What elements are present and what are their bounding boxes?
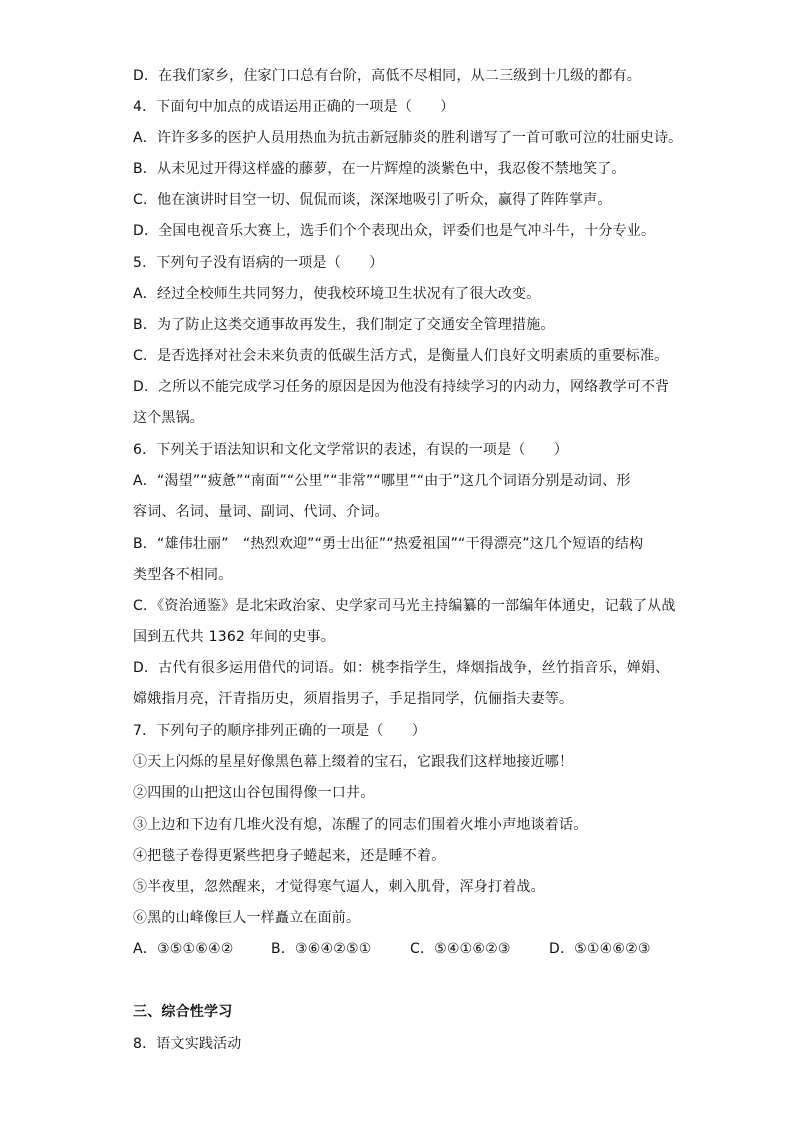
- q6-option-b-line2: 类型各不相同。: [133, 567, 233, 583]
- q7-options: [133, 939, 673, 959]
- q5-option-c: C．是否选择对社会未来负责的低碳生活方式，是衡量人们良好文明素质的重要标准。: [133, 348, 669, 364]
- q6-option-c-line1: C．《资治通鉴》是北宋政治家、史学家司马光主持编纂的一部编年体通史，记载了从战: [133, 598, 676, 614]
- q4-option-c: C．他在演讲时目空一切、侃侃而谈，深深地吸引了听众，赢得了阵阵掌声。: [133, 192, 612, 208]
- q7-option-b: B．③⑥④②⑤①: [271, 941, 372, 957]
- q7-sentence-2: ②四围的山把这山谷包围得像一口井。: [133, 785, 375, 801]
- q7-sentence-5: ⑤半夜里，忽然醒来，才觉得寒气逼人，刺入肌骨，浑身打着战。: [133, 879, 545, 895]
- q4-option-d: D．全国电视音乐大赛上，选手们个个表现出众，评委们也是气冲斗牛，十分专业。: [133, 223, 656, 239]
- question-5-stem: 5．下列句子没有语病的一项是（ ）: [133, 255, 384, 271]
- q4-option-b: B．从未见过开得这样盛的藤萝，在一片辉煌的淡紫色中，我忍俊不禁地笑了。: [133, 161, 626, 177]
- q4-option-a: A．许许多多的医护人员用热血为抗击新冠肺炎的胜利谱写了一首可歌可泣的壮丽史诗。: [133, 130, 683, 146]
- q7-sentence-4: ④把毯子卷得更紧些把身子蜷起来，还是睡不着。: [133, 848, 446, 864]
- question-8-stem: 8．语文实践活动: [133, 1036, 242, 1052]
- question-7-stem: 7．下列句子的顺序排列正确的一项是（ ）: [133, 723, 427, 739]
- q6-option-a-line2: 容词、名词、量词、副词、代词、介词。: [133, 504, 389, 520]
- q6-option-c-line2: 国到五代共 1362 年间的史事。: [133, 629, 335, 645]
- q7-sentence-1: ①天上闪烁的星星好像黑色幕上缀着的宝石，它跟我们这样地接近哪！: [133, 754, 574, 770]
- q6-option-b-line1: B．“雄伟壮丽” “热烈欢迎”“勇士出征”“热爱祖国”“干得漂亮”这几个短语的结构: [133, 536, 644, 552]
- q5-option-d-line2: 这个黑锅。: [133, 410, 204, 426]
- q5-option-d-line1: D．之所以不能完成学习任务的原因是因为他没有持续学习的内动力，网络教学可不背: [133, 379, 670, 395]
- q7-option-d: D．⑤①④⑥②③: [549, 941, 651, 957]
- q5-option-b: B．为了防止这类交通事故再发生，我们制定了交通安全管理措施。: [133, 317, 555, 333]
- q7-option-a: A．③⑤①⑥④②: [133, 941, 234, 957]
- question-6-stem: 6．下列关于语法知识和文化文学常识的表述，有误的一项是（ ）: [133, 442, 569, 458]
- q7-option-c: C．⑤④①⑥②③: [410, 941, 511, 957]
- q7-sentence-6: ⑥黑的山峰像巨人一样矗立在面前。: [133, 910, 361, 926]
- question-4-stem: 4．下面句中加点的成语运用正确的一项是（ ）: [133, 99, 455, 115]
- q6-option-d-line2: 嫦娥指月亮，汗青指历史，须眉指男子，手足指同学，伉俪指夫妻等。: [133, 691, 574, 707]
- q5-option-a: A．经过全校师生共同努力，使我校环境卫生状况有了很大改变。: [133, 286, 541, 302]
- q6-option-d-line1: D．古代有很多运用借代的词语。如：桃李指学生，烽烟指战争，丝竹指音乐，婵娟、: [133, 660, 670, 676]
- q6-option-a-line1: A．“渴望”“疲惫”“南面”“公里”“非常”“哪里”“由于”这几个词语分别是动词、形: [133, 473, 631, 489]
- section-3-heading: 三、综合性学习: [133, 1004, 233, 1020]
- q3-option-d: D．在我们家乡，住家门口总有台阶，高低不尽相同，从二三级到十几级的都有。: [133, 68, 641, 84]
- q7-sentence-3: ③上边和下边有几堆火没有熄，冻醒了的同志们围着火堆小声地谈着话。: [133, 817, 588, 833]
